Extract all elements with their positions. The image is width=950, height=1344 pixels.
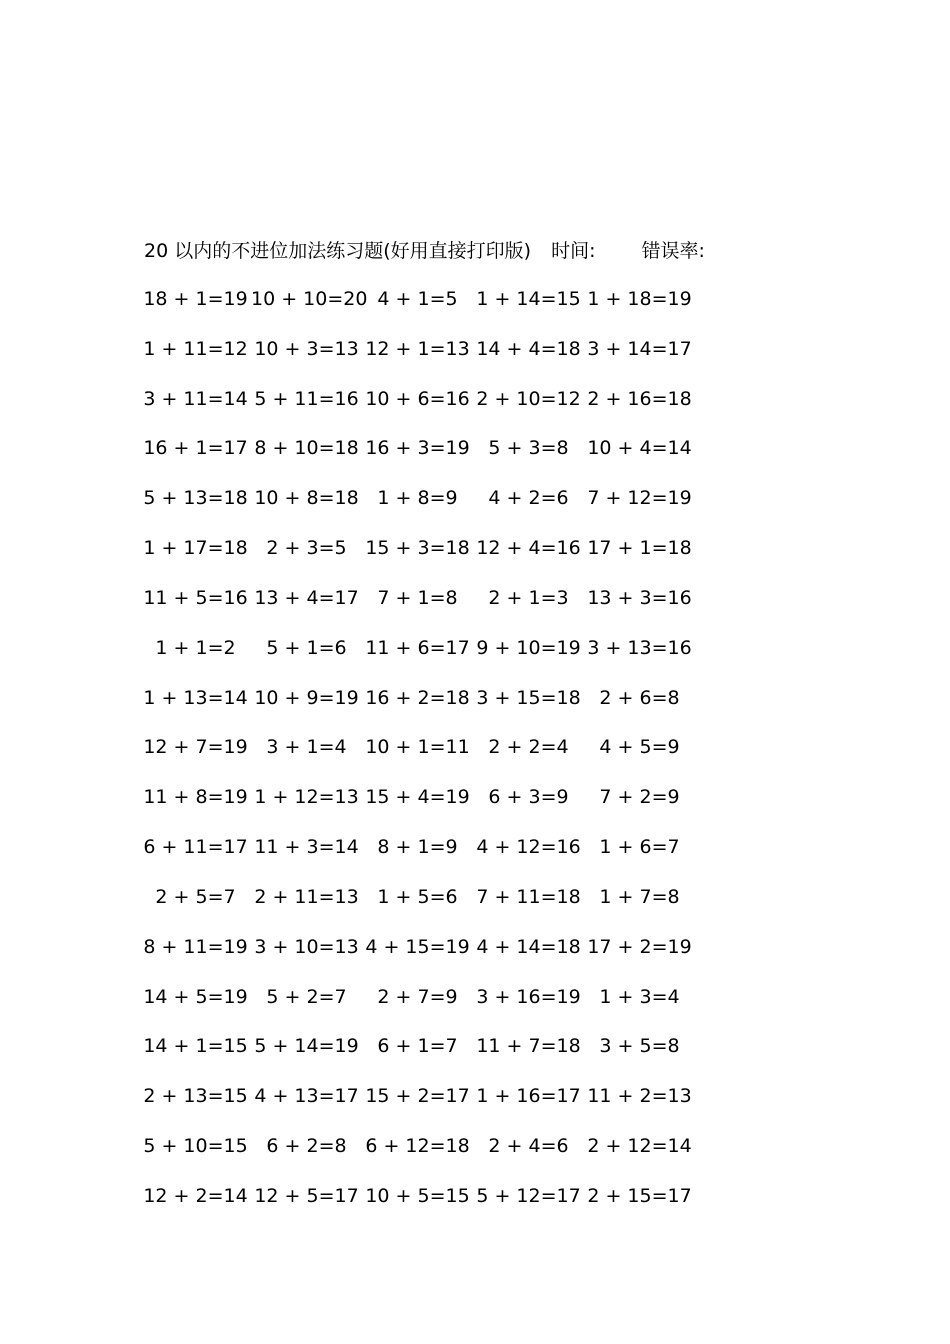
addition-problem: 10 + 8=18 [254,487,359,510]
addition-problem: 8 + 1=9 [377,836,458,859]
problem-row [140,782,700,832]
addition-problem: 5 + 13=18 [143,487,248,510]
addition-problem: 1 + 18=19 [587,288,692,310]
time-label: 时间: [551,240,596,262]
addition-problem: 1 + 8=9 [377,487,458,510]
addition-problem: 1 + 6=7 [599,836,680,859]
addition-problem: 11 + 8=19 [143,786,248,809]
addition-problem: 1 + 3=4 [599,985,680,1008]
addition-problem: 8 + 11=19 [143,935,248,958]
addition-problem: 4 + 15=19 [365,935,470,958]
addition-problem: 16 + 3=19 [365,437,470,460]
addition-problem: 14 + 1=15 [143,1035,248,1058]
addition-problem: 2 + 11=13 [254,885,359,908]
addition-problem: 13 + 3=16 [587,586,692,609]
addition-problem: 4 + 2=6 [488,487,569,510]
addition-problem: 15 + 2=17 [365,1085,470,1108]
addition-problem: 2 + 1=3 [488,586,569,609]
addition-problem: 12 + 2=14 [143,1184,248,1207]
problem-row [140,483,700,533]
addition-problem: 1 + 11=12 [143,337,248,360]
addition-problem: 9 + 10=19 [476,636,581,659]
addition-problem: 12 + 1=13 [365,337,470,360]
problem-row [140,832,700,882]
addition-problem: 3 + 13=16 [587,636,692,659]
addition-problem: 2 + 15=17 [587,1184,692,1207]
problem-row [140,982,700,1032]
addition-problem: 14 + 4=18 [476,337,581,360]
addition-problem: 5 + 11=16 [254,387,359,410]
addition-problem: 11 + 7=18 [476,1035,581,1058]
addition-problem: 1 + 14=15 [476,288,581,310]
addition-problem: 11 + 2=13 [587,1085,692,1108]
addition-problem: 5 + 12=17 [476,1184,581,1207]
addition-problem: 1 + 16=17 [476,1085,581,1108]
addition-problem: 2 + 13=15 [143,1085,248,1108]
addition-problem: 15 + 4=19 [365,786,470,809]
addition-problem: 4 + 12=16 [476,836,581,859]
problem-row [140,1031,700,1081]
addition-problem: 6 + 12=18 [365,1135,470,1158]
addition-problem: 10 + 10=20 [251,288,368,310]
addition-problem: 16 + 2=18 [365,686,470,709]
addition-problem: 17 + 1=18 [587,537,692,560]
addition-problem: 2 + 12=14 [587,1135,692,1158]
addition-problem: 10 + 5=15 [365,1184,470,1207]
addition-problem: 3 + 14=17 [587,337,692,360]
addition-problem: 2 + 2=4 [488,736,569,759]
addition-problem: 2 + 7=9 [377,985,458,1008]
addition-problem: 3 + 15=18 [476,686,581,709]
addition-problem: 12 + 5=17 [254,1184,359,1207]
addition-problem: 2 + 10=12 [476,387,581,410]
addition-problem: 5 + 1=6 [266,636,347,659]
addition-problem: 6 + 2=8 [266,1135,347,1158]
addition-problem: 17 + 2=19 [587,935,692,958]
addition-problem: 1 + 12=13 [254,786,359,809]
addition-problem: 10 + 6=16 [365,387,470,410]
problem-row [140,932,700,982]
addition-problem: 18 + 1=19 [143,288,248,310]
problem-row [140,633,700,683]
addition-problem: 3 + 5=8 [599,1035,680,1058]
problem-row [140,384,700,434]
addition-problem: 11 + 3=14 [254,836,359,859]
addition-problem: 2 + 16=18 [587,387,692,410]
problem-row [140,882,700,932]
addition-problem: 6 + 1=7 [377,1035,458,1058]
addition-problem: 10 + 3=13 [254,337,359,360]
addition-problem: 7 + 2=9 [599,786,680,809]
addition-problem: 3 + 16=19 [476,985,581,1008]
problem-row [140,1131,700,1181]
addition-problem: 12 + 4=16 [476,537,581,560]
addition-problem: 2 + 5=7 [155,885,236,908]
addition-problem: 11 + 5=16 [143,586,248,609]
addition-problem: 5 + 10=15 [143,1135,248,1158]
problem-row [140,433,700,483]
addition-problem: 1 + 13=14 [143,686,248,709]
addition-problem: 4 + 14=18 [476,935,581,958]
addition-problem: 7 + 1=8 [377,586,458,609]
addition-problem: 6 + 11=17 [143,836,248,859]
problem-row [140,732,700,782]
addition-problem: 2 + 6=8 [599,686,680,709]
problem-row [140,284,700,334]
addition-problem: 15 + 3=18 [365,537,470,560]
addition-problem: 2 + 4=6 [488,1135,569,1158]
addition-problem: 3 + 1=4 [266,736,347,759]
addition-problem: 1 + 7=8 [599,885,680,908]
problem-grid [140,284,700,1231]
addition-problem: 4 + 1=5 [377,288,458,310]
addition-problem: 2 + 3=5 [266,537,347,560]
problem-row [140,1181,700,1231]
addition-problem: 6 + 3=9 [488,786,569,809]
addition-problem: 1 + 17=18 [143,537,248,560]
addition-problem: 7 + 12=19 [587,487,692,510]
addition-problem: 5 + 2=7 [266,985,347,1008]
error-rate-label: 错误率: [641,240,705,262]
addition-problem: 12 + 7=19 [143,736,248,759]
addition-problem: 8 + 10=18 [254,437,359,460]
addition-problem: 1 + 5=6 [377,885,458,908]
addition-problem: 5 + 3=8 [488,437,569,460]
problem-row [140,1081,700,1131]
addition-problem: 4 + 5=9 [599,736,680,759]
addition-problem: 13 + 4=17 [254,586,359,609]
addition-problem: 1 + 1=2 [155,636,236,659]
addition-problem: 10 + 9=19 [254,686,359,709]
worksheet-title: 20 以内的不进位加法练习题(好用直接打印版) [144,240,532,262]
addition-problem: 10 + 1=11 [365,736,470,759]
addition-problem: 3 + 11=14 [143,387,248,410]
addition-problem: 14 + 5=19 [143,985,248,1008]
problem-row [140,533,700,583]
addition-problem: 5 + 14=19 [254,1035,359,1058]
problem-row [140,683,700,733]
addition-problem: 16 + 1=17 [143,437,248,460]
problem-row [140,334,700,384]
worksheet-header [144,236,705,266]
addition-problem: 10 + 4=14 [587,437,692,460]
addition-problem: 11 + 6=17 [365,636,470,659]
addition-problem: 4 + 13=17 [254,1085,359,1108]
addition-problem: 7 + 11=18 [476,885,581,908]
problem-row [140,583,700,633]
addition-problem: 3 + 10=13 [254,935,359,958]
